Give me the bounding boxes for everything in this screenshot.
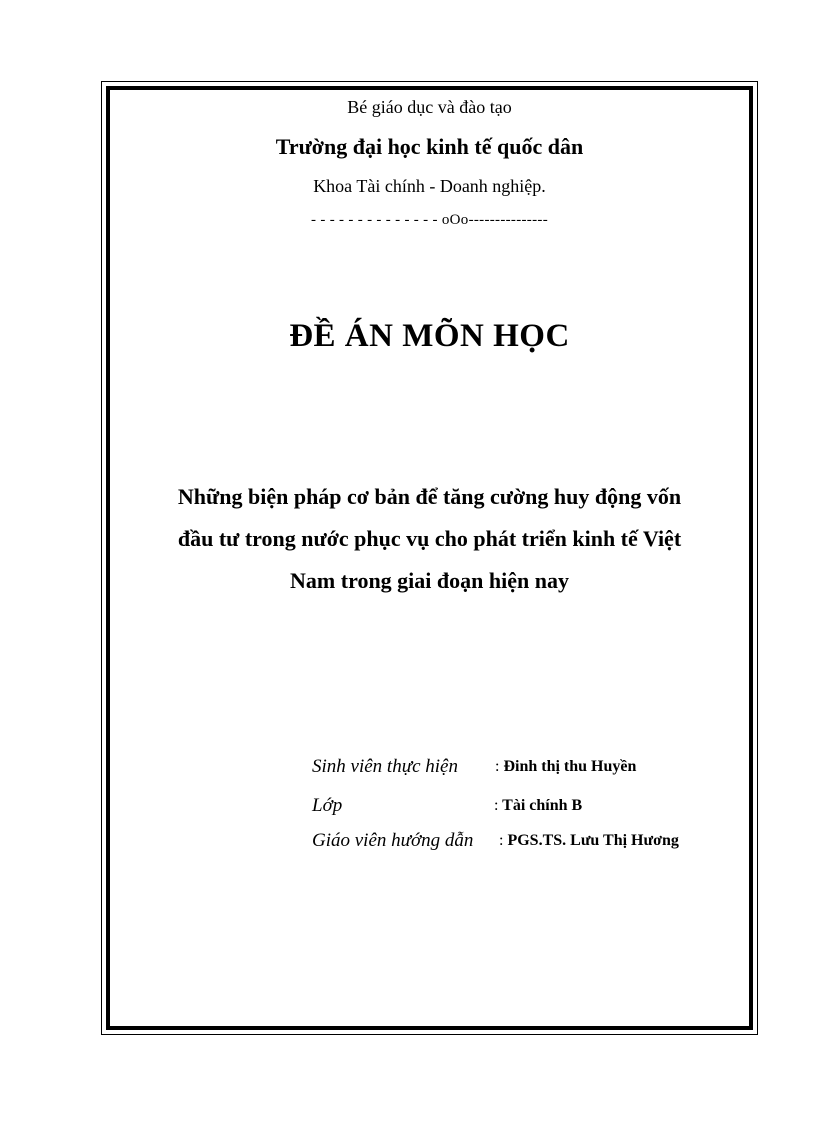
advisor-name: PGS.TS. Lưu Thị Hương [507,832,679,849]
class-colon: : [494,797,499,814]
student-colon: : [495,758,500,775]
student-label: Sinh viên thực hiện [312,756,458,777]
ministry-name: Bé giáo dục và đào tạo [347,97,512,117]
thesis-topic [106,476,753,602]
student-name: Đinh thị thu Huyền [503,758,637,775]
document-type-title: ĐỀ ÁN MÕN HỌC [289,318,570,354]
advisor-value [499,832,679,850]
ornament-divider: - - - - - - - - - - - - - - oOo--------------- [311,212,548,228]
advisor-label: Giáo viên hướng dẫn [312,830,474,851]
faculty-name: Khoa Tài chính - Doanh nghiệp. [313,176,546,196]
topic-line: Nam trong giai đoạn hiện nay [290,568,569,593]
topic-line: đầu tư trong nước phục vụ cho phát triển kinh tế Việt [177,526,682,551]
class-label: Lớp [312,795,343,816]
advisor-colon: : [499,832,504,849]
topic-line: Những biện pháp cơ bản để tăng cường huy động vốn [177,484,682,509]
class-value [494,797,582,815]
university-name: Trường đại học kinh tế quốc dân [275,134,584,159]
class-name: Tài chính B [502,797,583,814]
student-value [495,758,636,776]
